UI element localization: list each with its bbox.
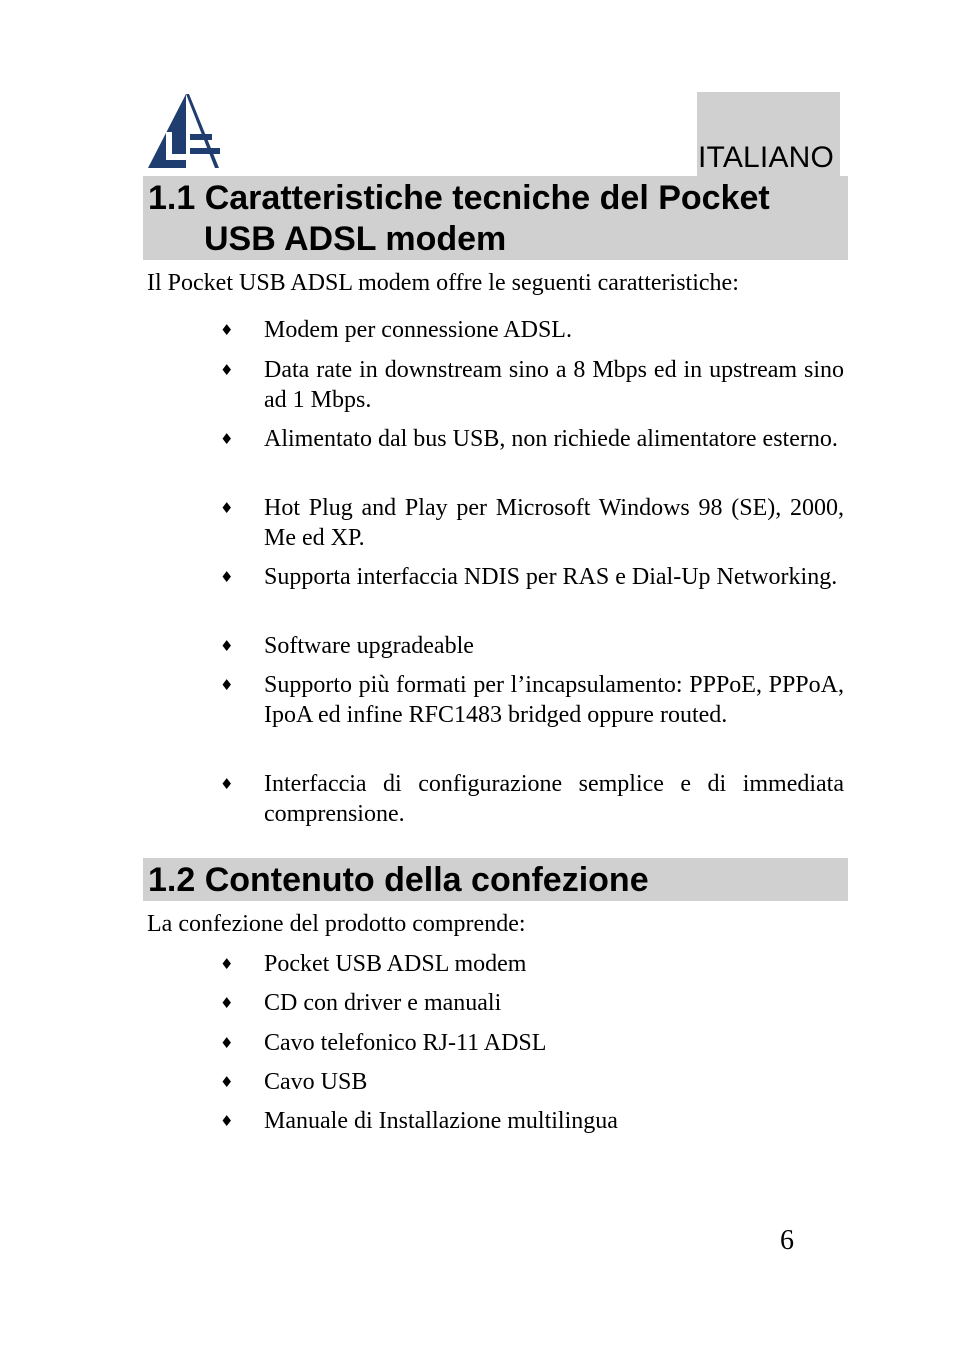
atlantis-logo-icon — [146, 92, 220, 170]
bullet-diamond-icon: ♦ — [220, 568, 234, 586]
bullet-diamond-icon: ♦ — [220, 499, 234, 517]
bullet-diamond-icon: ♦ — [220, 1073, 234, 1091]
bullet-diamond-icon: ♦ — [220, 637, 234, 655]
list-item-text: Supporta interfaccia NDIS per RAS e Dial-Up Networking. — [264, 564, 838, 590]
section-2-heading — [143, 858, 848, 901]
list-item-text: Supporto più formati per l’incapsulamento: PPPoE, PPPoA, IpoA ed infine RFC1483 bridged oppure routed. — [264, 672, 844, 728]
bullet-diamond-icon: ♦ — [220, 676, 234, 694]
list-item-text: Pocket USB ADSL modem — [264, 951, 527, 977]
section-1-heading — [143, 176, 848, 260]
section-1-title-line-2: USB ADSL modem — [204, 220, 507, 258]
section-2-title: 1.2 Contenuto della confezione — [148, 861, 649, 899]
section-1-intro: Il Pocket USB ADSL modem offre le seguenti caratteristiche: — [147, 270, 739, 296]
list-item-text: Manuale di Installazione multilingua — [264, 1108, 618, 1134]
bullet-diamond-icon: ♦ — [220, 1112, 234, 1130]
list-item-text: Hot Plug and Play per Microsoft Windows 98 (SE), 2000, Me ed XP. — [264, 495, 844, 551]
list-item-text: Software upgradeable — [264, 633, 474, 659]
list-item-text: CD con driver e manuali — [264, 990, 502, 1016]
list-item-text: Cavo USB — [264, 1069, 368, 1095]
bullet-diamond-icon: ♦ — [220, 775, 234, 793]
language-label: ITALIANO — [698, 141, 835, 174]
list-item-text: Interfaccia di configurazione semplice e di immediata comprensione. — [264, 771, 844, 827]
list-item-text: Cavo telefonico RJ-11 ADSL — [264, 1030, 547, 1056]
bullet-diamond-icon: ♦ — [220, 955, 234, 973]
list-item-text: Modem per connessione ADSL. — [264, 317, 572, 343]
page-number: 6 — [780, 1225, 794, 1256]
bullet-diamond-icon: ♦ — [220, 361, 234, 379]
section-2-intro: La confezione del prodotto comprende: — [147, 911, 526, 937]
bullet-diamond-icon: ♦ — [220, 1034, 234, 1052]
bullet-diamond-icon: ♦ — [220, 994, 234, 1012]
list-item-text: Data rate in downstream sino a 8 Mbps ed in upstream sino ad 1 Mbps. — [264, 357, 844, 413]
section-1-title-line-1: 1.1 Caratteristiche tecniche del Pocket — [148, 179, 770, 217]
bullet-diamond-icon: ♦ — [220, 430, 234, 448]
bullet-diamond-icon: ♦ — [220, 321, 234, 339]
list-item-text: Alimentato dal bus USB, non richiede alimentatore esterno. — [264, 426, 838, 452]
